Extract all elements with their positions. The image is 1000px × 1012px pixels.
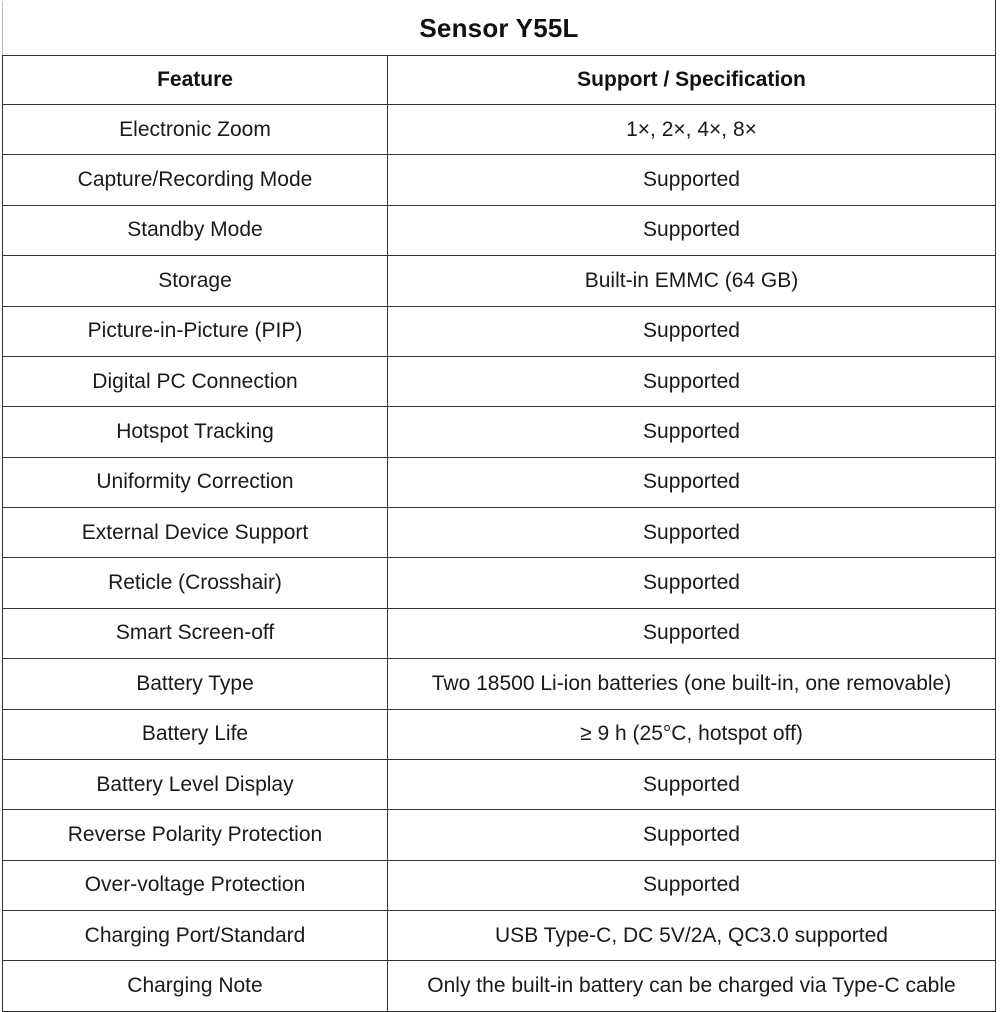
table-row	[3, 558, 996, 608]
header-spec: Support / Specification	[388, 56, 996, 105]
feature-cell: Capture/Recording Mode	[3, 155, 388, 205]
feature-cell: Battery Type	[3, 659, 388, 709]
table-row	[3, 306, 996, 356]
header-row	[3, 56, 996, 105]
spec-cell: Supported	[388, 306, 996, 356]
table-row	[3, 457, 996, 507]
spec-cell: Only the built-in battery can be charged via Type-C cable	[388, 961, 996, 1012]
spec-cell: Supported	[388, 407, 996, 457]
title-row	[3, 1, 996, 56]
spec-cell: Supported	[388, 759, 996, 809]
table-title: Sensor Y55L	[3, 1, 996, 56]
table-row	[3, 759, 996, 809]
spec-cell: Supported	[388, 205, 996, 255]
table-row	[3, 508, 996, 558]
spec-cell: Built-in EMMC (64 GB)	[388, 256, 996, 306]
feature-cell: Smart Screen-off	[3, 608, 388, 658]
table-row	[3, 205, 996, 255]
spec-cell: Supported	[388, 155, 996, 205]
spec-cell: USB Type-C, DC 5V/2A, QC3.0 supported	[388, 911, 996, 961]
spec-cell: Supported	[388, 356, 996, 406]
spec-cell: Supported	[388, 860, 996, 910]
table-row	[3, 961, 996, 1012]
table-row	[3, 356, 996, 406]
spec-cell: Supported	[388, 608, 996, 658]
feature-cell: Storage	[3, 256, 388, 306]
table-row	[3, 256, 996, 306]
feature-cell: Charging Port/Standard	[3, 911, 388, 961]
table-row	[3, 155, 996, 205]
table-row	[3, 860, 996, 910]
feature-cell: Digital PC Connection	[3, 356, 388, 406]
spec-cell: Supported	[388, 508, 996, 558]
feature-cell: Uniformity Correction	[3, 457, 388, 507]
feature-cell: Battery Level Display	[3, 759, 388, 809]
table-row	[3, 105, 996, 155]
spec-cell: 1×, 2×, 4×, 8×	[388, 105, 996, 155]
feature-cell: Picture-in-Picture (PIP)	[3, 306, 388, 356]
spec-cell: Supported	[388, 457, 996, 507]
header-feature: Feature	[3, 56, 388, 105]
table-row	[3, 911, 996, 961]
table-row	[3, 709, 996, 759]
table-row	[3, 810, 996, 860]
spec-cell: ≥ 9 h (25°C, hotspot off)	[388, 709, 996, 759]
feature-cell: Reticle (Crosshair)	[3, 558, 388, 608]
feature-cell: Reverse Polarity Protection	[3, 810, 388, 860]
spec-cell: Supported	[388, 558, 996, 608]
spec-cell: Two 18500 Li-ion batteries (one built-in, one removable)	[388, 659, 996, 709]
spec-table	[2, 0, 996, 1012]
feature-cell: Electronic Zoom	[3, 105, 388, 155]
spec-cell: Supported	[388, 810, 996, 860]
feature-cell: Hotspot Tracking	[3, 407, 388, 457]
feature-cell: Standby Mode	[3, 205, 388, 255]
table-row	[3, 608, 996, 658]
feature-cell: External Device Support	[3, 508, 388, 558]
table-row	[3, 659, 996, 709]
feature-cell: Battery Life	[3, 709, 388, 759]
table-row	[3, 407, 996, 457]
feature-cell: Over-voltage Protection	[3, 860, 388, 910]
feature-cell: Charging Note	[3, 961, 388, 1012]
